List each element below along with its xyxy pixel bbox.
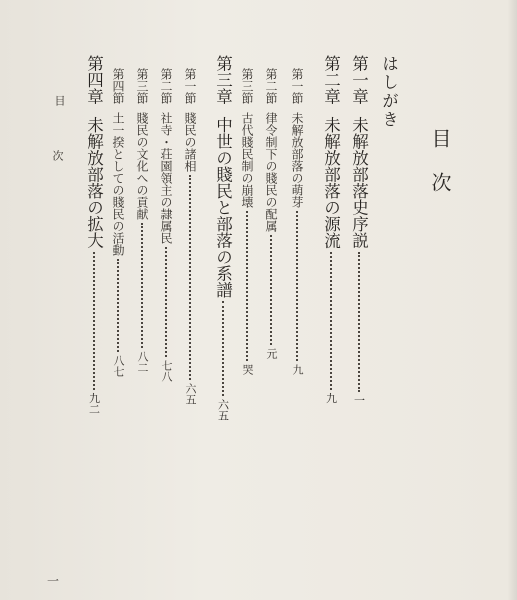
entry-number: 第一節 [290,68,304,104]
entry-page-number: 八二 [136,351,149,373]
toc-chapter-entry[interactable] [350,55,367,406]
entry-number: 第四節 [111,68,125,104]
dot-leader [296,211,298,361]
dot-leader [222,301,224,396]
entry-number: 第三節 [240,68,254,104]
toc-section-entry[interactable] [184,68,196,405]
entry-title: 未解放部落史序説 [349,116,369,249]
toc-chapter-entry[interactable] [85,55,102,415]
dot-leader [117,259,119,352]
toc-section-entry[interactable] [112,68,124,377]
entry-page-number: 六五 [216,399,230,421]
entry-title: 賤民の諸相 [183,112,197,172]
entry-number: 第二節 [264,68,278,104]
dot-leader [189,175,191,380]
entry-page-number: 一 [352,394,366,406]
dot-leader [93,252,95,390]
entry-title: 賤民の文化への貢献 [135,112,149,220]
running-head-char: 次 [51,150,64,161]
entry-title: 未解放部落の萌芽 [290,112,304,208]
entry-number: 第三章 [213,55,233,105]
toc-section-entry[interactable] [136,68,148,373]
entry-page-number: 九二 [87,392,101,415]
entry-title: 律令制下の賤民の配属 [264,112,278,232]
entry-title: 古代賤民制の崩壊 [240,112,254,208]
entry-page-number: 六五 [184,383,197,405]
entry-number: 第二章 [321,55,341,105]
toc-chapter-entry[interactable] [214,55,231,421]
entry-number: 第一節 [183,68,197,104]
entry-page-number: 九 [324,392,338,404]
entry-page-number: 元 [265,348,278,359]
entry-title: 社寺・荘園領主の隷属民 [159,112,173,244]
entry-title: 未解放部落の源流 [321,116,341,249]
dot-leader [358,252,360,392]
entry-page-number: 八七 [112,355,125,377]
toc-section-entry[interactable] [265,68,277,359]
dot-leader [270,235,272,345]
entry-title: 未解放部落の拡大 [84,116,104,249]
entry-title: 土一揆としての賤民の活動 [111,112,125,256]
entry-page-number: 九 [291,364,304,375]
toc-section-entry[interactable] [160,68,172,382]
toc-chapter-entry[interactable] [322,55,339,404]
dot-leader [330,252,332,390]
entry-number: 第二節 [159,68,173,104]
entry-title: 中世の賤民と部落の系譜 [213,116,233,298]
dot-leader [165,247,167,357]
dot-leader [246,211,248,361]
toc-section-entry[interactable] [291,68,303,375]
entry-page-number: 哭 [241,364,254,375]
entry-number: 第一章 [349,55,369,105]
entry-number: 第三節 [135,68,149,104]
toc-preface[interactable]: はしがき [379,55,399,129]
entry-page-number: 七八 [160,360,173,382]
page-number: 一 [47,574,60,588]
entry-number: 第四章 [84,55,104,105]
page-edge-shadow [507,0,517,600]
dot-leader [141,223,143,348]
running-head-title: 目 [53,95,66,106]
toc-section-entry[interactable] [241,68,253,375]
toc-title: 目 次 [428,128,452,194]
